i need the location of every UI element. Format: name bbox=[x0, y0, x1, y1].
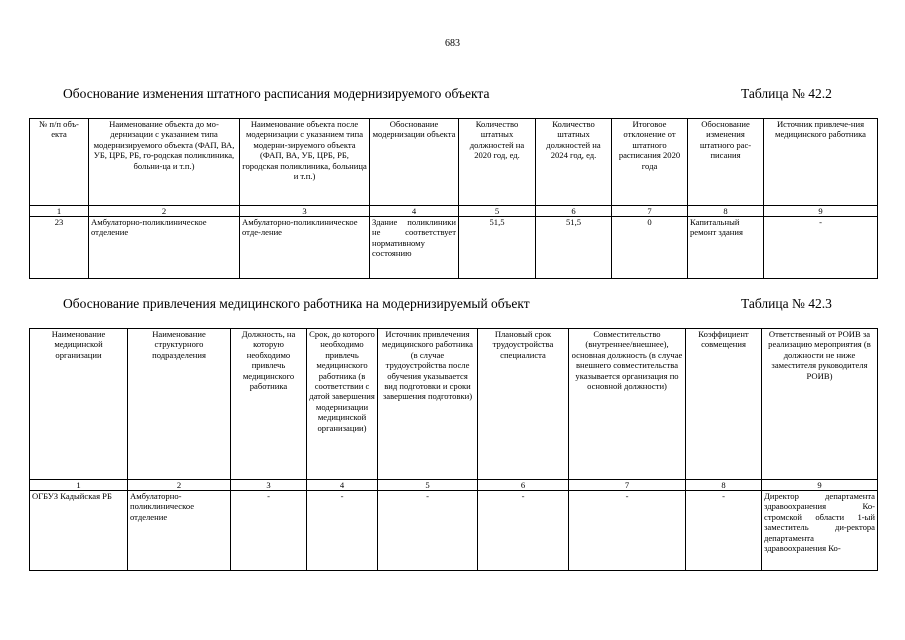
table2-column-number-row bbox=[30, 480, 878, 491]
table2-header-cell: Совместительство (внутреннее/внешнее), основная должность (в случае внешнего совместительства указывается организация по основной должности) bbox=[569, 329, 686, 480]
table1-column-number: 6 bbox=[536, 206, 612, 217]
table1-header-row bbox=[30, 119, 878, 206]
table2-cell-position: - bbox=[231, 491, 307, 571]
table1-cell-object-number: 23 bbox=[30, 217, 89, 279]
table2-column-number: 3 bbox=[231, 480, 307, 491]
table2-header-cell: Источник привлечения медицинского работника (в случае трудоустройства после обучения указывается вид подготовки и сроки завершения подготовки) bbox=[378, 329, 478, 480]
table2-column-number: 9 bbox=[762, 480, 878, 491]
table1-header-cell: Количество штатных должностей на 2020 год, ед. bbox=[459, 119, 536, 206]
table1-header-cell: Наименование объекта до мо-дернизации с указанием типа модернизируемого объекта (ФАП, ВА, УБ, ЦРБ, РБ, го-родская поликлиника, больни-ца и т.п.) bbox=[89, 119, 240, 206]
table1-column-number: 5 bbox=[459, 206, 536, 217]
table1-cell-source: - bbox=[764, 217, 878, 279]
table2-label: Таблица № 42.3 bbox=[741, 296, 832, 311]
table1-column-number: 3 bbox=[240, 206, 370, 217]
table2-column-number: 7 bbox=[569, 480, 686, 491]
table1-cell-change-reason: Капитальный ремонт здания bbox=[688, 217, 764, 279]
table1-header-cell: Количество штатных должностей на 2024 год, ед. bbox=[536, 119, 612, 206]
table2-header-cell: Наименование структурного подразделения bbox=[128, 329, 231, 480]
table2-header-cell: Ответственный от РОИВ за реализацию мероприятия (в должности не ниже заместителя руководителя РОИВ) bbox=[762, 329, 878, 480]
table1-column-number: 4 bbox=[370, 206, 459, 217]
table1-staffing-justification bbox=[29, 118, 878, 279]
table2-header-cell: Должность, на которую необходимо привлечь медицинского работника bbox=[231, 329, 307, 480]
table-row bbox=[30, 217, 878, 279]
table2-column-number: 8 bbox=[686, 480, 762, 491]
table2-header-cell: Наименование медицинской организации bbox=[30, 329, 128, 480]
table2-cell-organization: ОГБУЗ Кадыйская РБ bbox=[30, 491, 128, 571]
table1-label: Таблица № 42.2 bbox=[741, 86, 832, 101]
table2-cell-responsible: Директор департамента здравоохранения Ко-стромской области 1-ый заместитель ди-ректора департамента здравоохранения Ко- bbox=[762, 491, 878, 571]
table2-column-number: 6 bbox=[478, 480, 569, 491]
table2-cell-deadline: - bbox=[307, 491, 378, 571]
table1-header-cell: Источник привлече-ния медицинского работника bbox=[764, 119, 878, 206]
table1-cell-positions-2024: 51,5 bbox=[536, 217, 612, 279]
table2-cell-department: Амбулаторно-поликлиническое отделение bbox=[128, 491, 231, 571]
table1-header-cell: № п/п объ-екта bbox=[30, 119, 89, 206]
table1-cell-positions-2020: 51,5 bbox=[459, 217, 536, 279]
table2-column-number: 2 bbox=[128, 480, 231, 491]
page-number: 683 bbox=[445, 38, 460, 49]
table2-column-number: 1 bbox=[30, 480, 128, 491]
table2-cell-part-time: - bbox=[569, 491, 686, 571]
table2-header-cell: Плановый срок трудоустройства специалиста bbox=[478, 329, 569, 480]
table2-header-cell: Коэффициент совмещения bbox=[686, 329, 762, 480]
table1-header-cell: Наименование объекта после модернизации с указанием типа модерни-зируемого объекта (ФАП, ВА, УБ, ЦРБ, РБ, городская поликлиника, больница и т.п.) bbox=[240, 119, 370, 206]
table2-worker-attraction bbox=[29, 328, 878, 571]
table1-header-cell: Обоснование модернизации объекта bbox=[370, 119, 459, 206]
table1-column-number: 1 bbox=[30, 206, 89, 217]
table1-column-number: 2 bbox=[89, 206, 240, 217]
table2-header-row bbox=[30, 329, 878, 480]
table1-cell-object-after: Амбулаторно-поликлиническое отде-ление bbox=[240, 217, 370, 279]
table1-cell-deviation: 0 bbox=[612, 217, 688, 279]
table1-cell-object-before: Амбулаторно-поликлиническое отделение bbox=[89, 217, 240, 279]
table1-title: Обоснование изменения штатного расписания модернизируемого объекта bbox=[63, 86, 490, 101]
table2-title: Обоснование привлечения медицинского работника на модернизируемый объект bbox=[63, 296, 530, 311]
table2-header-cell: Срок, до которого необходимо привлечь медицинского работника (в соответствии с датой завершения модернизации медицинской организации) bbox=[307, 329, 378, 480]
table2-cell-source: - bbox=[378, 491, 478, 571]
table1-column-number: 9 bbox=[764, 206, 878, 217]
table1-column-number: 7 bbox=[612, 206, 688, 217]
table2-cell-hire-date: - bbox=[478, 491, 569, 571]
table-row bbox=[30, 491, 878, 571]
table1-column-number: 8 bbox=[688, 206, 764, 217]
table1-header-cell: Итоговое отклонение от штатного расписания 2020 года bbox=[612, 119, 688, 206]
table2-column-number: 4 bbox=[307, 480, 378, 491]
table1-cell-justification: Здание поликлиники не соответствует нормативному состоянию bbox=[370, 217, 459, 279]
table2-column-number: 5 bbox=[378, 480, 478, 491]
table2-cell-coefficient: - bbox=[686, 491, 762, 571]
table1-header-cell: Обоснование изменения штатного рас-писания bbox=[688, 119, 764, 206]
table1-column-number-row bbox=[30, 206, 878, 217]
